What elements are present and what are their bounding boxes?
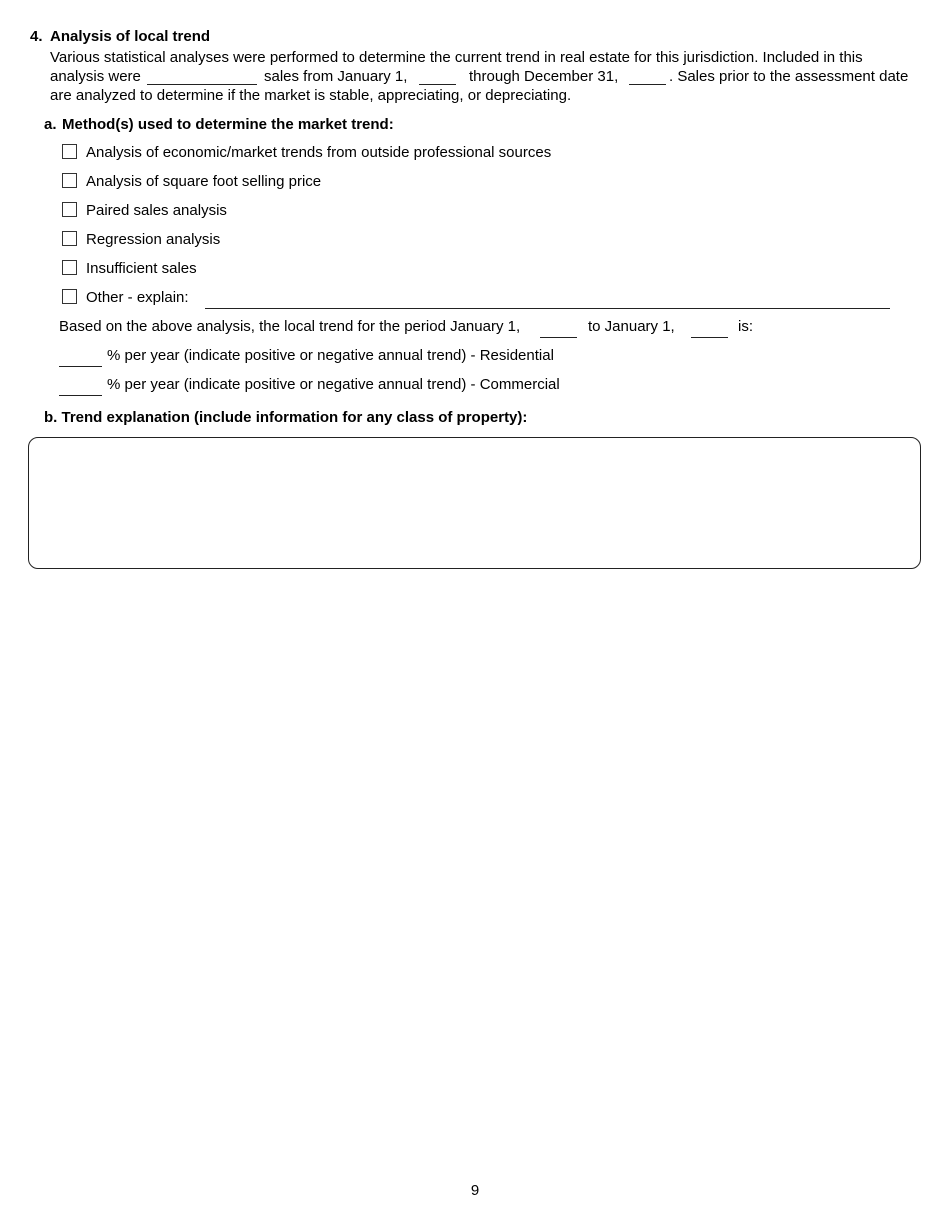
method-square-foot-checkbox[interactable] xyxy=(62,173,77,188)
trend-period-text-c: is: xyxy=(738,318,753,335)
part-b-title: b. Trend explanation (include information for any class of property): xyxy=(44,409,528,426)
sales-count-field[interactable] xyxy=(147,68,257,85)
from-year-field[interactable] xyxy=(419,68,456,85)
trend-to-year-field[interactable] xyxy=(691,321,728,338)
intro-line-1: Various statistical analyses were performed to determine the current trend in real estate for this jurisdiction. Included in this xyxy=(50,49,863,66)
intro-line-3: are analyzed to determine if the market is stable, appreciating, or depreciating. xyxy=(50,87,572,104)
method-economic-trends-checkbox[interactable] xyxy=(62,144,77,159)
trend-period-text-a: Based on the above analysis, the local trend for the period January 1, xyxy=(59,318,521,335)
method-regression-label: Regression analysis xyxy=(86,231,221,248)
method-insufficient-sales-label: Insufficient sales xyxy=(86,260,197,277)
method-other-label: Other - explain: xyxy=(86,289,189,306)
trend-explanation-input[interactable] xyxy=(29,438,920,568)
page-number: 9 xyxy=(470,1182,480,1199)
section-number: 4. xyxy=(30,28,43,45)
intro-line-2-d: . Sales prior to the assessment date xyxy=(669,68,909,85)
intro-line-2-a: analysis were xyxy=(50,68,141,85)
method-paired-sales-checkbox[interactable] xyxy=(62,202,77,217)
method-other-checkbox[interactable] xyxy=(62,289,77,304)
section-title: Analysis of local trend xyxy=(50,28,211,45)
through-year-field[interactable] xyxy=(629,68,666,85)
part-a-title: Method(s) used to determine the market trend: xyxy=(62,116,394,133)
part-a-letter: a. xyxy=(44,116,57,133)
trend-from-year-field[interactable] xyxy=(540,321,577,338)
method-regression-checkbox[interactable] xyxy=(62,231,77,246)
method-square-foot-label: Analysis of square foot selling price xyxy=(86,173,322,190)
commercial-trend-label: % per year (indicate positive or negative annual trend) - Commercial xyxy=(107,376,560,393)
method-insufficient-sales-checkbox[interactable] xyxy=(62,260,77,275)
trend-period-text-b: to January 1, xyxy=(588,318,675,335)
other-explain-field[interactable] xyxy=(205,292,890,309)
trend-explanation-box xyxy=(28,437,921,569)
intro-line-2-b: sales from January 1, xyxy=(264,68,408,85)
intro-line-2-c: through December 31, xyxy=(469,68,619,85)
method-paired-sales-label: Paired sales analysis xyxy=(86,202,227,219)
residential-trend-label: % per year (indicate positive or negative annual trend) - Residential xyxy=(107,347,554,364)
commercial-trend-field[interactable] xyxy=(59,379,102,396)
residential-trend-field[interactable] xyxy=(59,350,102,367)
method-economic-trends-label: Analysis of economic/market trends from outside professional sources xyxy=(86,144,552,161)
